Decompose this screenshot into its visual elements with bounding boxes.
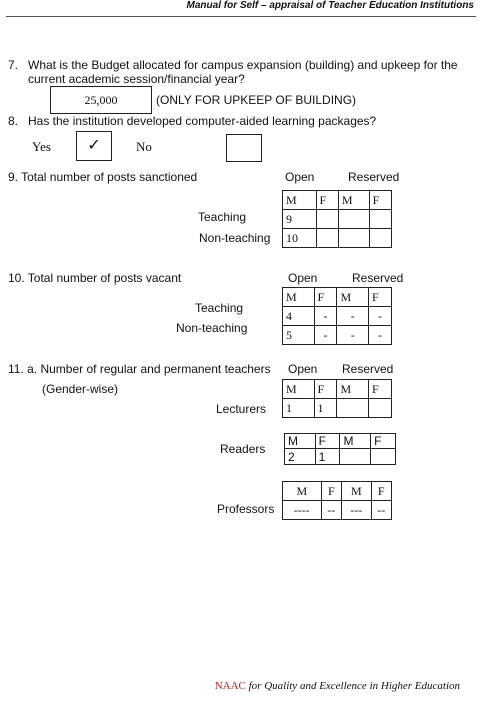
table-cell: - [314,326,337,345]
q7-text-line1: What is the Budget allocated for campus expansion (building) and upkeep for the [28,58,458,72]
q9-text: 9. Total number of posts sanctioned [8,170,198,184]
col-m-reserved: M [337,288,369,307]
col-f-open: F [321,482,341,501]
q9-reserved-header: Reserved [348,170,400,184]
q11-open-header: Open [288,362,318,376]
table-cell: 9 [283,210,317,229]
col-f-open: F [316,191,338,210]
yes-label: Yes [32,139,51,154]
col-m-open: M [283,482,322,501]
readers-label: Readers [220,442,266,456]
col-f-reserved: F [369,380,392,399]
col-m-reserved: M [342,482,372,501]
col-m-open: M [283,288,315,307]
col-m-open: M [283,191,317,210]
q9-nonteaching-label: Non-teaching [199,231,271,245]
table-cell [340,449,371,465]
table-cell: 10 [283,229,317,248]
q7-text-line2: current academic session/financial year? [28,72,245,86]
table-cell: - [369,326,392,345]
table-cell [316,229,338,248]
naac-brand: NAAC [214,680,246,692]
col-f-open: F [314,288,337,307]
readers-table [284,433,396,465]
q9-open-header: Open [285,170,315,184]
col-m-reserved: M [337,380,369,399]
col-f-reserved: F [369,191,391,210]
table-cell [369,229,391,248]
table-cell: 4 [283,307,315,326]
table-cell: - [337,307,369,326]
q9-posts-table [282,190,392,248]
lecturers-table [282,379,392,418]
col-m-open: M [285,434,316,449]
col-m-reserved: M [340,434,371,449]
q7-number: 7. [8,58,19,72]
table-cell: - [369,307,392,326]
yes-checkbox[interactable] [76,131,112,161]
table-cell [371,449,396,465]
q10-text: 10. Total number of posts vacant [8,271,182,285]
col-f-open: F [314,380,337,399]
table-cell: 1 [315,449,340,465]
running-header: Manual for Self – appraisal of Teacher Education Institutions [186,0,474,11]
q10-open-header: Open [288,271,318,285]
table-cell: - [314,307,337,326]
q10-teaching-label: Teaching [195,301,244,315]
table-cell: -- [371,501,391,520]
col-f-reserved: F [371,482,391,501]
budget-amount-field[interactable]: 25,000 [50,86,152,114]
table-cell [369,210,391,229]
table-cell [337,399,369,418]
col-m-open: M [283,380,315,399]
col-f-open: F [315,434,340,449]
table-cell [369,399,392,418]
lecturers-label: Lecturers [216,402,267,416]
q10-vacant-table [282,287,392,345]
no-checkbox[interactable] [226,134,262,162]
table-cell [338,210,369,229]
table-cell: -- [321,501,341,520]
q7-note: (ONLY FOR UPKEEP OF BUILDING) [156,93,357,107]
table-cell: ---- [283,501,322,520]
checkmark-icon: ✓ [87,137,101,154]
table-cell: 1 [314,399,337,418]
col-f-reserved: F [371,434,396,449]
q9-teaching-label: Teaching [198,210,247,224]
table-cell: --- [342,501,372,520]
professors-table [282,481,392,520]
col-m-reserved: M [338,191,369,210]
q11-subtext: (Gender-wise) [42,382,119,396]
table-cell: - [337,326,369,345]
footer-tagline: for Quality and Excellence in Higher Education [245,680,460,692]
table-cell [338,229,369,248]
header-rule [6,16,476,17]
table-cell [316,210,338,229]
table-cell: 5 [283,326,315,345]
page-footer [215,680,460,692]
no-label: No [136,139,152,154]
q11-text: 11. a. Number of regular and permanent teachers [8,362,271,376]
q10-nonteaching-label: Non-teaching [176,321,248,335]
professors-label: Professors [217,502,275,516]
q10-reserved-header: Reserved [352,271,404,285]
q8-number: 8. [8,114,19,128]
table-cell: 2 [285,449,316,465]
q8-text: Has the institution developed computer-aided learning packages? [28,114,377,128]
table-cell: 1 [283,399,315,418]
col-f-reserved: F [369,288,392,307]
q11-reserved-header: Reserved [342,362,394,376]
